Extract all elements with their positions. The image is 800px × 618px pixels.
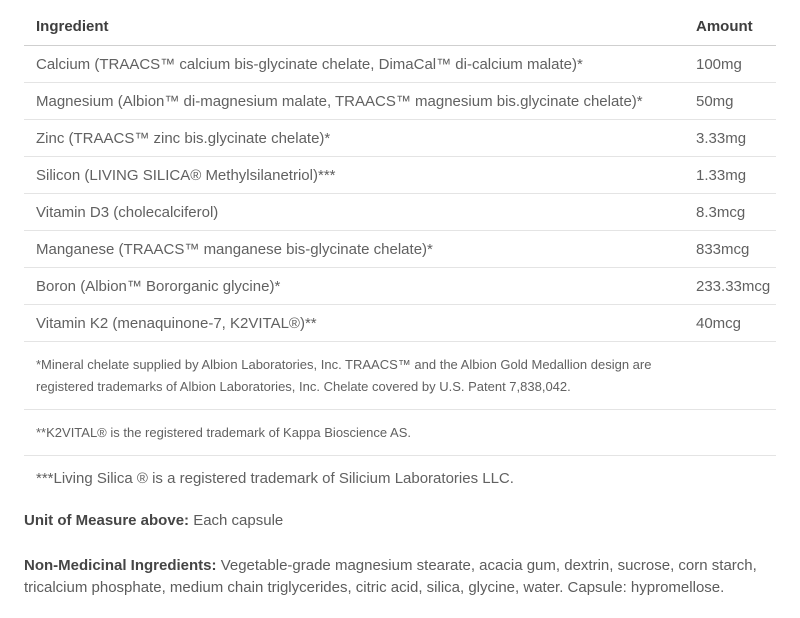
amount-cell: 833mcg: [696, 241, 750, 258]
ingredient-cell: Boron (Albion™ Bororganic glycine)*: [36, 278, 281, 295]
non-medicinal-value: Vegetable-grade magnesium stearate, acacia gum, dextrin, sucrose, corn starch, tricalcium phosphate, medium chain triglycerides, citric acid, silica, glycine, water. Capsule: hypromellose.: [24, 557, 757, 596]
footnote-living-silica: [24, 456, 776, 501]
amount-cell: 50mg: [696, 93, 734, 110]
header-ingredient-label: Ingredient: [36, 18, 109, 35]
non-medicinal-paragraph: [24, 555, 764, 599]
amount-cell: 40mcg: [696, 315, 742, 332]
table-row-vitamin-d3: [24, 194, 776, 231]
table-row-vitamin-k2: [24, 305, 776, 342]
ingredient-cell: Silicon (LIVING SILICA® Methylsilanetriol)***: [36, 167, 336, 184]
table-row-magnesium: [24, 83, 776, 120]
footnote-text: **K2VITAL® is the registered trademark of Kappa Bioscience AS.: [36, 425, 411, 440]
footnote-text: ***Living Silica ® is a registered trademark of Silicium Laboratories LLC.: [36, 470, 514, 487]
footnote-text: *Mineral chelate supplied by Albion Laboratories, Inc. TRAACS™ and the Albion Gold Medallion design are registered trademarks of Albion Laboratories, Inc. Chelate covered by U.S. Patent 7,838,042.: [36, 357, 652, 394]
amount-cell: 8.3mcg: [696, 204, 746, 221]
ingredient-cell: Zinc (TRAACS™ zinc bis.glycinate chelate)*: [36, 130, 331, 147]
ingredients-table: [24, 8, 776, 501]
footnote-k2vital: [24, 410, 776, 456]
ingredient-cell: Vitamin K2 (menaquinone-7, K2VITAL®)**: [36, 315, 317, 332]
amount-cell: 233.33mcg: [696, 278, 771, 295]
non-medicinal-label: Non-Medicinal Ingredients:: [24, 557, 217, 574]
table-row-boron: [24, 268, 776, 305]
amount-cell: 1.33mg: [696, 167, 747, 184]
table-row-silicon: [24, 157, 776, 194]
footnote-albion-traacs: [24, 342, 776, 410]
ingredient-cell: Magnesium (Albion™ di-magnesium malate, TRAACS™ magnesium bis.glycinate chelate)*: [36, 93, 643, 110]
amount-cell: 100mg: [696, 56, 742, 73]
unit-of-measure-value: Each capsule: [193, 512, 284, 529]
table-row-zinc: [24, 120, 776, 157]
unit-of-measure-label: Unit of Measure above:: [24, 512, 190, 529]
unit-of-measure-line: [24, 511, 776, 531]
table-header-row: [24, 8, 776, 46]
table-row-calcium: [24, 46, 776, 83]
ingredient-cell: Manganese (TRAACS™ manganese bis-glycinate chelate)*: [36, 241, 433, 258]
amount-cell: 3.33mg: [696, 130, 747, 147]
header-amount-label: Amount: [696, 18, 753, 35]
ingredient-cell: Vitamin D3 (cholecalciferol): [36, 204, 219, 221]
ingredient-cell: Calcium (TRAACS™ calcium bis-glycinate chelate, DimaCal™ di-calcium malate)*: [36, 56, 583, 73]
table-row-manganese: [24, 231, 776, 268]
